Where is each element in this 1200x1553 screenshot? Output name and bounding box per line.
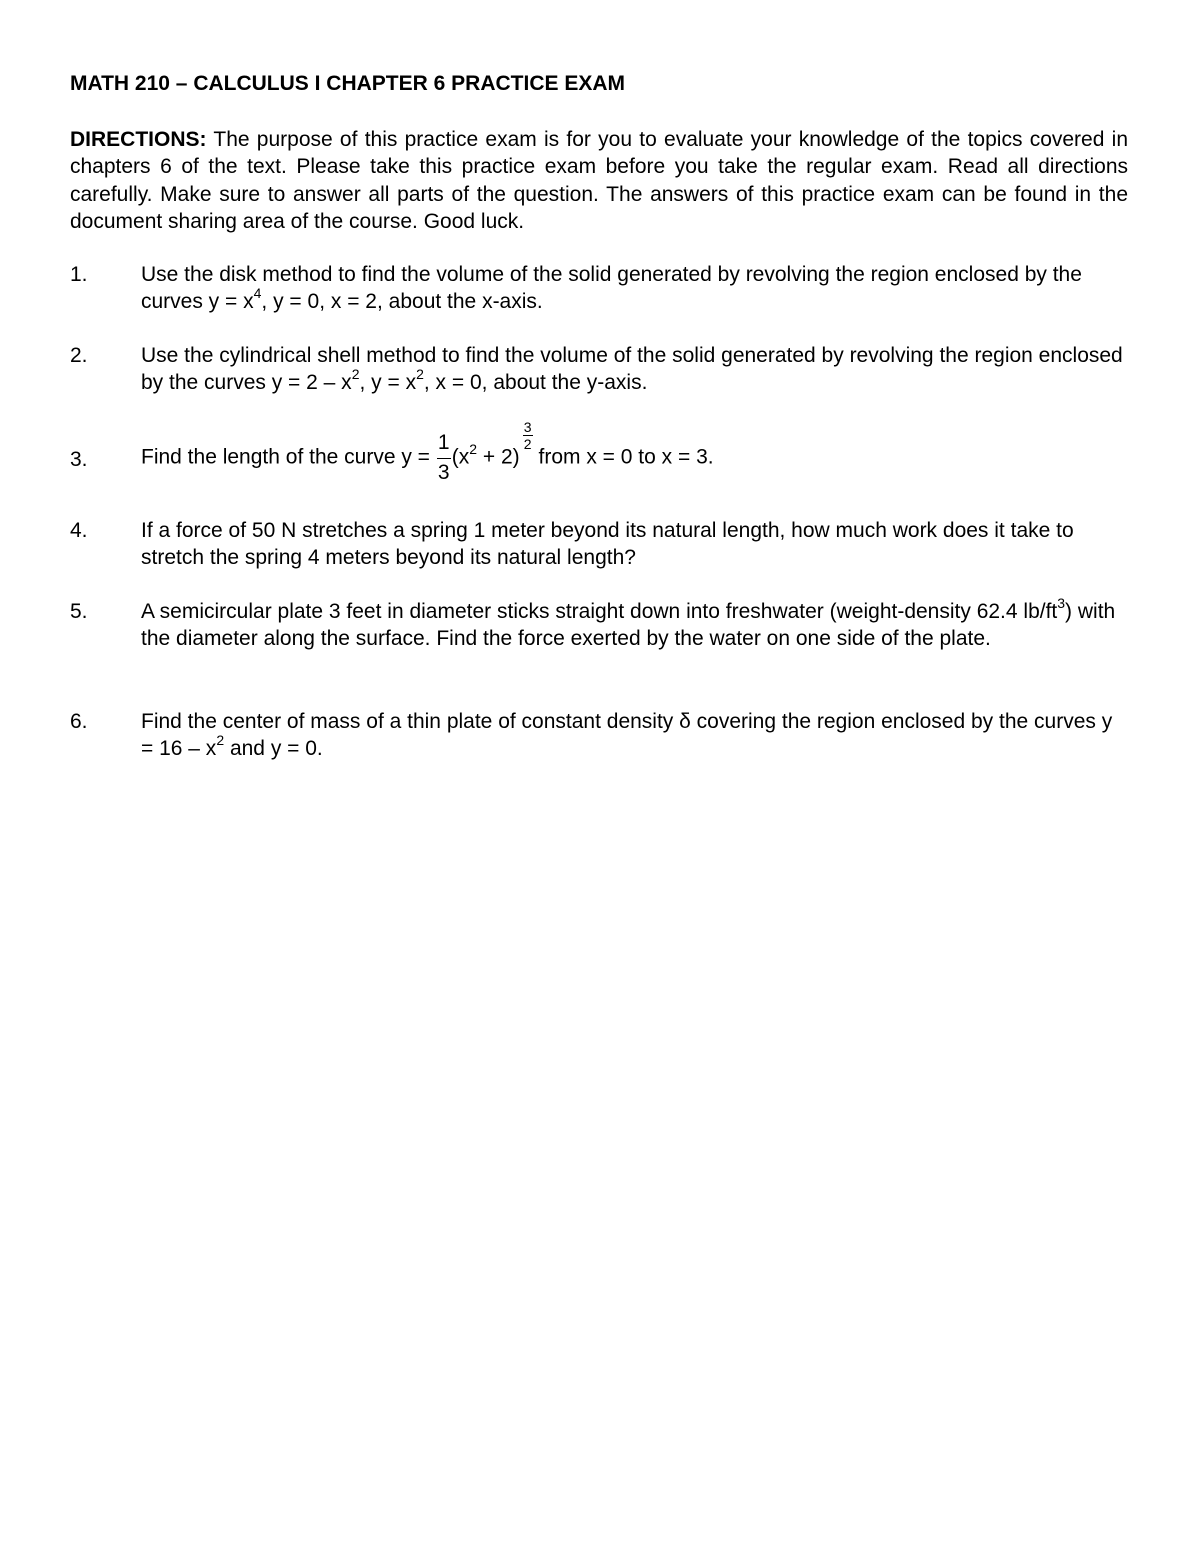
- question-number: 4.: [70, 519, 88, 542]
- question-text-part: , y = 0, x = 2, about the x-axis.: [261, 290, 543, 314]
- directions-text: The purpose of this practice exam is for you to evaluate your knowledge of the topics covered in chapters 6 of the text. Please take this practice exam before you take the regular exam. Read all directions carefully. Make sure to answer all parts of the question. The answers of this practice exam can be found in the document sharing area of the course. Good luck.: [70, 128, 1128, 233]
- directions-paragraph: [70, 126, 1128, 235]
- question-text-part: , x = 0, about the y-axis.: [423, 371, 648, 395]
- document-title: MATH 210 – CALCULUS I CHAPTER 6 PRACTICE EXAM: [70, 72, 626, 95]
- question-text: If a force of 50 N stretches a spring 1 meter beyond its natural length, how much work does it take to stretch the spring 4 meters beyond its natural length?: [141, 519, 1074, 570]
- question-3: [70, 418, 1130, 490]
- fraction-coefficient: [437, 430, 451, 486]
- question-text-part: from x = 0 to x = 3.: [532, 445, 714, 469]
- question-text: [141, 342, 1130, 397]
- question-text: [141, 418, 1130, 486]
- question-text: [141, 595, 1130, 653]
- exponent: 2: [416, 366, 424, 383]
- directions-label: DIRECTIONS:: [70, 128, 207, 151]
- question-number: 3.: [70, 448, 88, 471]
- fraction-numerator: 1: [437, 431, 450, 454]
- question-number: 2.: [70, 344, 88, 367]
- question-text-part: Find the length of the curve y =: [141, 445, 436, 469]
- question-number: 1.: [70, 263, 88, 286]
- exponent: 2: [469, 440, 478, 457]
- fraction-exponent: [523, 418, 533, 454]
- fraction-numerator: 3: [523, 418, 532, 435]
- exponent: 3: [1057, 595, 1066, 611]
- question-text-part: Use the disk method to find the volume of the solid generated by revolving the region enclosed by the curves y = x: [141, 263, 1082, 314]
- question-text-part: + 2): [477, 445, 520, 469]
- fraction-bar: [437, 458, 451, 459]
- question-text-part: ) with the diameter along the surface. Find the force exerted by the water on one side of the plate.: [141, 600, 1116, 651]
- question-number: 6.: [70, 710, 88, 733]
- question-text-part: Use the cylindrical shell method to find the volume of the solid generated by revolving the region enclosed by the curves y = 2 – x: [141, 344, 1123, 395]
- question-text-part: (x: [451, 445, 470, 469]
- fraction-denominator: 3: [437, 461, 450, 484]
- exponent: 2: [351, 366, 360, 383]
- question-number: 5.: [70, 600, 88, 623]
- question-text: [141, 261, 1130, 316]
- question-text-part: A semicircular plate 3 feet in diameter sticks straight down into freshwater (weight-density 62.4 lb/ft: [141, 600, 1058, 623]
- exponent: 2: [216, 732, 225, 749]
- question-text-part: and y = 0.: [224, 737, 323, 761]
- question-text-part: , y = x: [359, 371, 417, 395]
- question-text: [141, 708, 1130, 763]
- question-text-part: Find the center of mass of a thin plate of constant density δ covering the region enclosed by the curves y = 16 – x: [141, 710, 1113, 761]
- exponent: 4: [253, 285, 262, 302]
- fraction-denominator: 2: [523, 435, 532, 452]
